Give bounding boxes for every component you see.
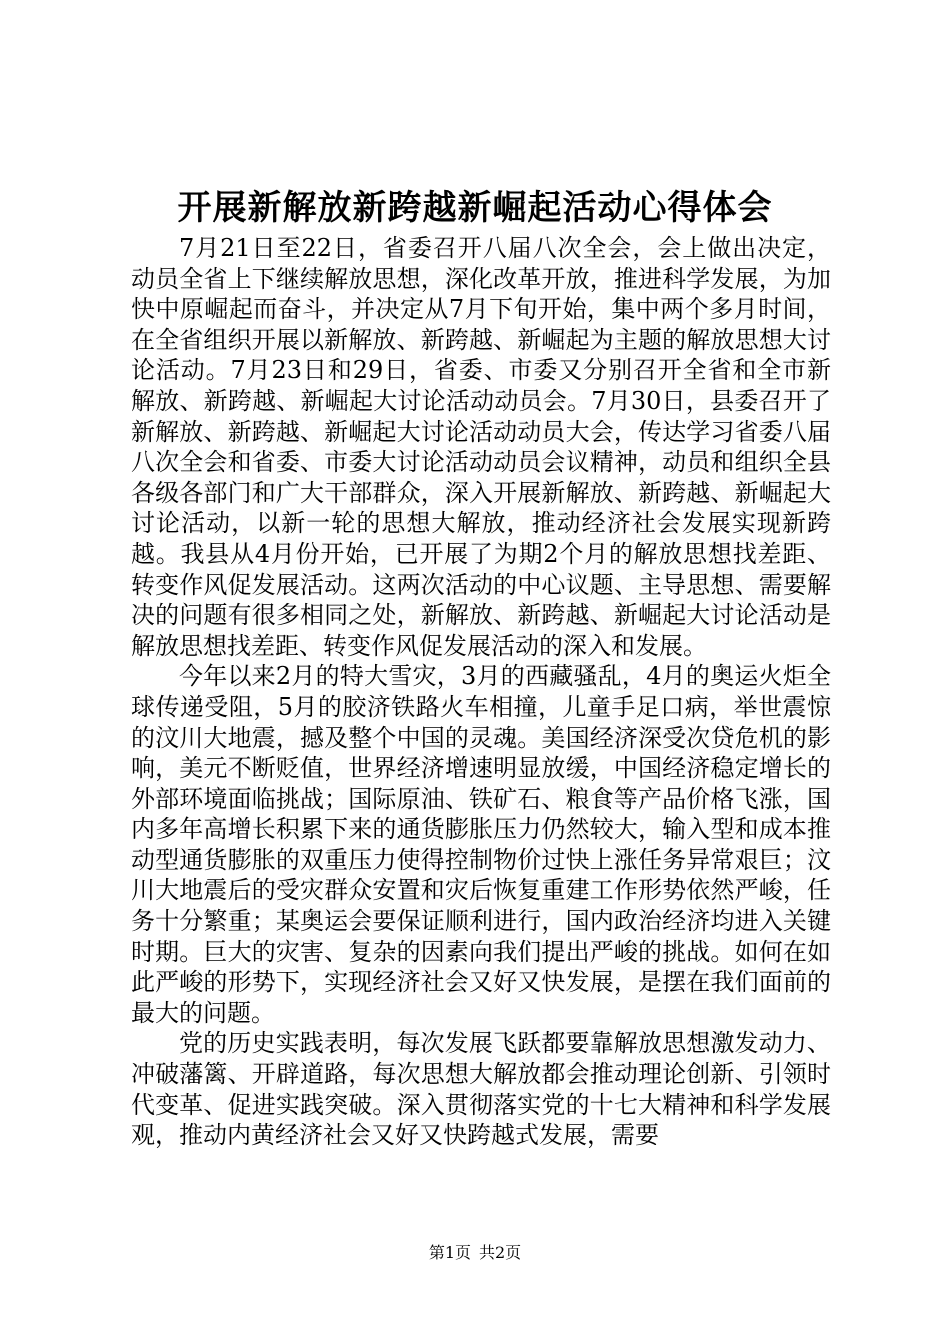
- document-body: [131, 233, 831, 1151]
- paragraph-3: 党的历史实践表明，每次发展飞跃都要靠解放思想激发动力、冲破藩篱、开辟道路，每次思想大解放都会推动理论创新、引领时代变革、促进实践突破。深入贯彻落实党的十七大精神和科学发展观，推动内黄经济社会又好又快跨越式发展，需要: [131, 1029, 831, 1150]
- paragraph-1: 7月21日至22日，省委召开八届八次全会，会上做出决定，动员全省上下继续解放思想，深化改革开放，推进科学发展，为加快中原崛起而奋斗，并决定从7月下旬开始，集中两个多月时间，在全省组织开展以新解放、新跨越、新崛起为主题的解放思想大讨论活动。7月23日和29日，省委、市委又分别召开全省和全市新解放、新跨越、新崛起大讨论活动动员会。7月30日，县委召开了新解放、新跨越、新崛起大讨论活动动员大会，传达学习省委八届八次全会和省委、市委大讨论活动动员会议精神，动员和组织全县各级各部门和广大干部群众，深入开展新解放、新跨越、新崛起大讨论活动，以新一轮的思想大解放，推动经济社会发展实现新跨越。我县从4月份开始，已开展了为期2个月的解放思想找差距、转变作风促发展活动。这两次活动的中心议题、主导思想、需要解决的问题有很多相同之处，新解放、新跨越、新崛起大讨论活动是解放思想找差距、转变作风促发展活动的深入和发展。: [131, 234, 831, 660]
- paragraph-2: 今年以来2月的特大雪灾，3月的西藏骚乱，4月的奥运火炬全球传递受阻，5月的胶济铁路火车相撞，儿童手足口病，举世震惊的汶川大地震，撼及整个中国的灵魂。美国经济深受次贷危机的影响，美元不断贬值，世界经济增速明显放缓，中国经济稳定增长的外部环境面临挑战；国际原油、铁矿石、粮食等产品价格飞涨，国内多年高增长积累下来的通货膨胀压力仍然较大，输入型和成本推动型通货膨胀的双重压力使得控制物价过快上涨任务异常艰巨；汶川大地震后的受灾群众安置和灾后恢复重建工作形势依然严峻，任务十分繁重；某奥运会要保证顺利进行，国内政治经济均进入关键时期。巨大的灾害、复杂的因素向我们提出严峻的挑战。如何在如此严峻的形势下，实现经济社会又好又快发展，是摆在我们面前的最大的问题。: [131, 662, 831, 1027]
- page-footer: [0, 1243, 950, 1263]
- page-number: 第1页: [428, 1243, 471, 1262]
- document-title: 开展新解放新跨越新崛起活动心得体会: [177, 188, 773, 228]
- page-total: 共2页: [479, 1243, 522, 1262]
